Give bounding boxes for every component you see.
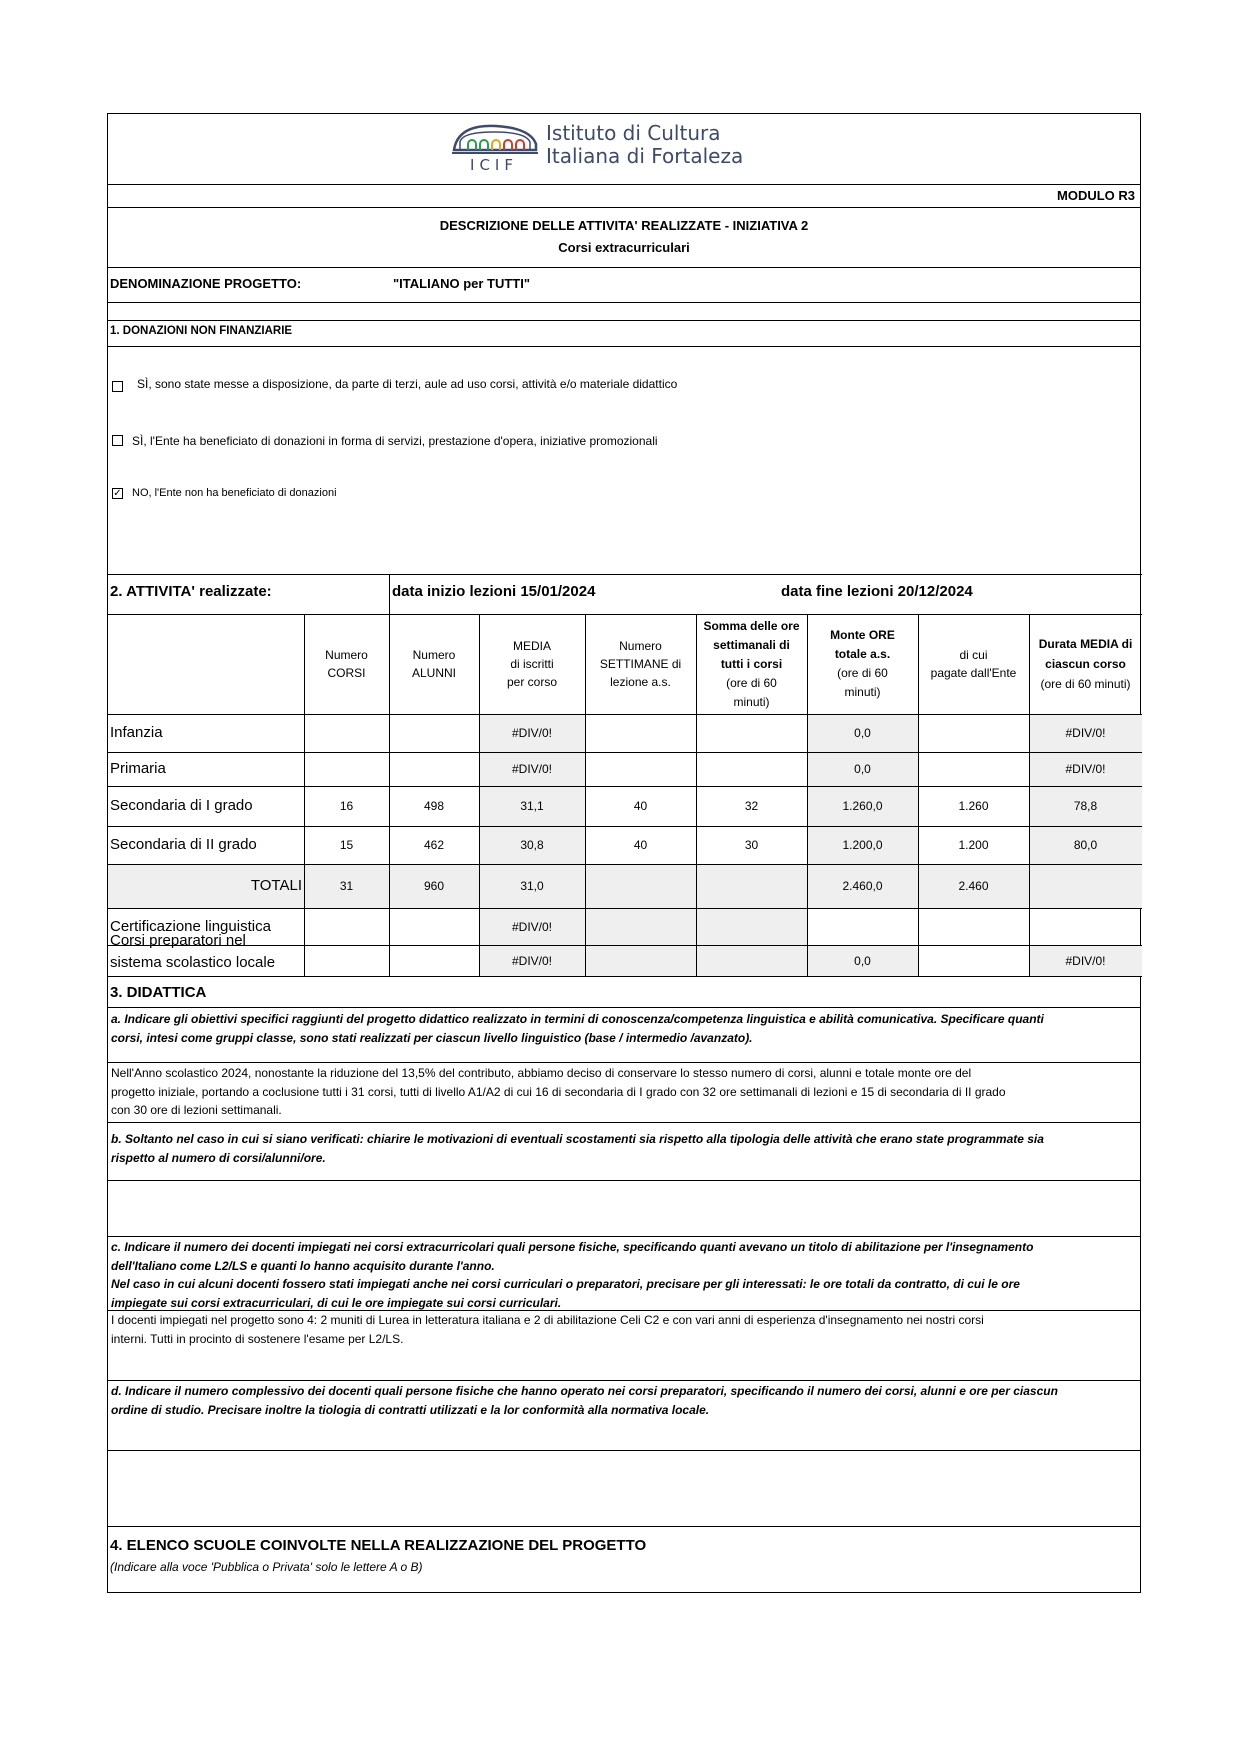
table-cell[interactable] bbox=[918, 945, 1029, 976]
table-cell[interactable] bbox=[389, 714, 479, 752]
table-cell[interactable]: #DIV/0! bbox=[1065, 953, 1106, 968]
divider bbox=[108, 1380, 1140, 1381]
table-cell[interactable] bbox=[1029, 908, 1142, 945]
table-cell[interactable] bbox=[918, 752, 1029, 786]
didattica-answer-c: I docenti impiegati nel progetto sono 4: 2 muniti di Lurea in letteratura italiana e 2 di abilitazione Celi C2 e con vari anni di esperienza d'insegnamento nei nostri corsi interni. Tutti in procinto di sostenere l'esame per L2/LS. bbox=[111, 1313, 984, 1346]
donation-option-2-label: SÌ, l'Ente ha beneficiato di donazioni in forma di servizi, prestazione d'opera, iniziative promozionali bbox=[132, 434, 658, 448]
donation-option-3-checkbox[interactable] bbox=[112, 488, 123, 499]
table-cell[interactable]: 1.200 bbox=[958, 838, 989, 852]
project-label: DENOMINAZIONE PROGETTO: bbox=[110, 276, 302, 291]
start-date: data inizio lezioni 15/01/2024 bbox=[392, 583, 596, 600]
didattica-question-c: c. Indicare il numero dei docenti impiegati nei corsi extracurricolari quali persone fisiche, specificando quanti avevano un titolo di abilitazione per l'insegnamento dell'Italiano come L2/LS e quanti lo hanno acquisito durante l'anno. Nel caso in cui alcuni docenti fossero stati impiegati anche nei corsi curriculari o preparatori, precisare per gli interessati: le ore totali da contratto, di cui le ore impiegate sui corsi extracurriculari, di cui le ore impiegate sui corsi curriculari. bbox=[111, 1240, 1034, 1310]
table-cell[interactable] bbox=[696, 945, 807, 976]
table-cell[interactable]: 498 bbox=[423, 799, 445, 813]
row-label-corsi-preparatori: Corsi preparatori nel sistema scolastico locale bbox=[110, 932, 276, 971]
table-cell[interactable]: 2.460,0 bbox=[842, 879, 883, 893]
table-cell[interactable] bbox=[696, 864, 807, 908]
check-mark-icon: ✓ bbox=[113, 488, 122, 499]
col-header-monte-ore: Monte ORE totale a.s. (ore di 60 minuti) bbox=[830, 628, 895, 699]
table-cell[interactable]: 960 bbox=[423, 879, 445, 893]
table-cell[interactable]: 1.260,0 bbox=[842, 799, 883, 813]
table-cell[interactable] bbox=[696, 752, 807, 786]
table-cell[interactable]: 80,0 bbox=[1073, 838, 1098, 852]
modulo-code: MODULO R3 bbox=[1057, 188, 1135, 203]
didattica-answer-a: Nell'Anno scolastico 2024, nonostante la riduzione del 13,5% del contributo, abbiamo deciso di conservare lo stesso numero di corsi, alunni e totale monte ore del progetto iniziale, portando a coclusione tutti i 31 corsi, tutti di livello A1/A2 di cui 16 di secondaria di I grado con 32 ore settimanali di lezioni e 15 di secondaria di II grado con 30 ore di lezioni settimanali. bbox=[111, 1066, 1006, 1117]
donation-option-1-label: SÌ, sono state messe a disposizione, da parte di terzi, aule ad uso corsi, attività e/o materiale didattico bbox=[137, 377, 678, 391]
divider bbox=[108, 302, 1140, 303]
col-header-pagate: di cui pagate dall'Ente bbox=[930, 648, 1017, 680]
table-cell[interactable]: 16 bbox=[339, 799, 354, 813]
table-cell[interactable] bbox=[389, 908, 479, 945]
table-cell[interactable] bbox=[696, 908, 807, 945]
table-cell[interactable]: 31 bbox=[339, 879, 354, 893]
end-date: data fine lezioni 20/12/2024 bbox=[781, 583, 973, 600]
donation-option-1-checkbox[interactable] bbox=[112, 381, 123, 392]
table-cell[interactable]: 32 bbox=[744, 799, 759, 813]
table-cell[interactable]: 78,8 bbox=[1073, 799, 1098, 813]
table-cell[interactable]: #DIV/0! bbox=[511, 953, 553, 968]
row-label-totali: TOTALI bbox=[250, 877, 302, 894]
donation-option-2-checkbox[interactable] bbox=[112, 435, 123, 446]
didattica-answer-b-field[interactable] bbox=[108, 1180, 1140, 1236]
table-cell[interactable]: 1.260 bbox=[958, 799, 989, 813]
col-header-somma-ore: Somma delle ore settimanali di tutti i corsi (ore di 60 minuti) bbox=[703, 618, 800, 709]
table-cell[interactable] bbox=[304, 945, 389, 976]
divider bbox=[108, 320, 1140, 321]
table-cell[interactable]: #DIV/0! bbox=[511, 726, 553, 740]
table-cell[interactable]: 31,1 bbox=[520, 799, 544, 813]
col-header-settimane: Numero SETTIMANE di lezione a.s. bbox=[599, 639, 682, 689]
row-label-primaria: Primaria bbox=[110, 760, 166, 777]
table-cell[interactable] bbox=[585, 714, 696, 752]
table-cell[interactable] bbox=[918, 714, 1029, 752]
table-cell[interactable]: #DIV/0! bbox=[1065, 762, 1106, 776]
table-cell[interactable]: #DIV/0! bbox=[511, 762, 553, 776]
col-header-numero-alunni: Numero ALUNNI bbox=[411, 648, 456, 680]
form-sheet bbox=[107, 113, 1141, 1593]
section4-note: (Indicare alla voce 'Pubblica o Privata' solo le lettere A o B) bbox=[110, 1560, 423, 1574]
table-cell[interactable] bbox=[304, 908, 389, 945]
table-cell[interactable]: 40 bbox=[633, 799, 648, 813]
divider bbox=[108, 574, 1142, 575]
didattica-question-d: d. Indicare il numero complessivo dei docenti quali persone fisiche che hanno operato nei corsi preparatori, specificando il numero dei corsi, alunni e ore per ciascun ordine di studio. Precisare inoltre la tiologia di contratti utilizzati e la lor conformità alla normativa locale. bbox=[111, 1384, 1058, 1417]
section2-title: 2. ATTIVITA' realizzate: bbox=[110, 583, 272, 600]
didattica-question-b: b. Soltanto nel caso in cui si siano verificati: chiarire le motivazioni di eventuali scostamenti sia rispetto alla tipologia delle attività che erano state programmate sia rispetto al numero di corsi/alunni/ore. bbox=[111, 1132, 1044, 1165]
activities-table bbox=[108, 574, 1142, 976]
table-cell[interactable] bbox=[304, 752, 389, 786]
divider bbox=[108, 1526, 1140, 1527]
table-cell[interactable] bbox=[304, 714, 389, 752]
row-label-infanzia: Infanzia bbox=[110, 724, 163, 741]
project-name: "ITALIANO per TUTTI" bbox=[393, 276, 531, 291]
table-cell[interactable] bbox=[389, 945, 479, 976]
col-header-durata: Durata MEDIA di ciascun corso (ore di 60 minuti) bbox=[1038, 637, 1133, 691]
didattica-question-a: a. Indicare gli obiettivi specifici raggiunti del progetto didattico realizzato in termini di conoscenza/competenza linguistica e abilità comunicativa. Specificare quanti corsi, intesi come gruppi classe, sono stati realizzati per ciascun livello linguistico (base / intermedio /avanzato). bbox=[111, 1012, 1044, 1045]
table-cell[interactable]: #DIV/0! bbox=[1065, 726, 1106, 740]
page-title: DESCRIZIONE DELLE ATTIVITA' REALIZZATE - INIZIATIVA 2 bbox=[439, 218, 809, 233]
divider bbox=[108, 976, 1142, 977]
row-label-certificazione: Certificazione linguistica bbox=[110, 917, 271, 935]
institute-name-line2: Italiana di Fortaleza bbox=[546, 144, 744, 168]
divider bbox=[108, 184, 1140, 185]
divider bbox=[108, 1236, 1140, 1237]
table-cell[interactable]: 30,8 bbox=[520, 838, 544, 852]
institute-name bbox=[546, 122, 743, 168]
col-header-numero-corsi: Numero CORSI bbox=[325, 648, 368, 680]
institute-name-line1: Istituto di Cultura bbox=[546, 121, 721, 145]
table-cell[interactable] bbox=[696, 714, 807, 752]
table-cell[interactable]: 2.460 bbox=[958, 879, 989, 893]
divider bbox=[108, 1062, 1140, 1063]
row-label-secondaria-i: Secondaria di I grado bbox=[110, 797, 253, 814]
table-cell[interactable] bbox=[585, 908, 696, 945]
logo-abbr: ICIF bbox=[470, 156, 518, 172]
table-cell[interactable]: 0,0 bbox=[854, 726, 871, 740]
table-cell[interactable] bbox=[918, 908, 1029, 945]
col-header-media: MEDIA di iscritti per corso bbox=[506, 639, 558, 689]
divider bbox=[108, 1007, 1140, 1008]
didattica-answer-d-field[interactable] bbox=[108, 1450, 1140, 1526]
table-cell[interactable]: 30 bbox=[744, 838, 759, 852]
table-cell[interactable] bbox=[1029, 864, 1142, 908]
section3-title: 3. DIDATTICA bbox=[110, 984, 207, 1001]
divider bbox=[108, 346, 1140, 347]
table-cell[interactable] bbox=[585, 752, 696, 786]
divider bbox=[108, 1122, 1140, 1123]
table-cell[interactable]: 462 bbox=[423, 838, 445, 852]
page-subtitle: Corsi extracurriculari bbox=[558, 240, 690, 255]
divider bbox=[389, 574, 390, 614]
table-cell[interactable]: 1.200,0 bbox=[842, 838, 883, 852]
table-cell[interactable] bbox=[389, 752, 479, 786]
divider bbox=[108, 267, 1140, 268]
divider bbox=[108, 207, 1140, 208]
table-cell[interactable]: 31,0 bbox=[520, 879, 544, 893]
section1-title: 1. DONAZIONI NON FINANZIARIE bbox=[110, 325, 293, 337]
table-cell[interactable]: 40 bbox=[633, 838, 648, 852]
institute-logo bbox=[448, 120, 748, 174]
table-cell[interactable]: 0,0 bbox=[854, 762, 871, 776]
table-cell[interactable]: 0,0 bbox=[854, 953, 871, 968]
table-cell[interactable] bbox=[807, 908, 918, 945]
table-cell[interactable]: #DIV/0! bbox=[511, 919, 553, 934]
row-label-secondaria-ii: Secondaria di II grado bbox=[110, 836, 257, 853]
donation-option-3-label: NO, l'Ente non ha beneficiato di donazioni bbox=[132, 487, 337, 499]
section4-title: 4. ELENCO SCUOLE COINVOLTE NELLA REALIZZAZIONE DEL PROGETTO bbox=[110, 1537, 647, 1554]
colosseum-logo-icon bbox=[448, 120, 540, 172]
table-cell[interactable]: 15 bbox=[339, 838, 354, 852]
table-cell[interactable] bbox=[585, 945, 696, 976]
table-cell[interactable] bbox=[585, 864, 696, 908]
